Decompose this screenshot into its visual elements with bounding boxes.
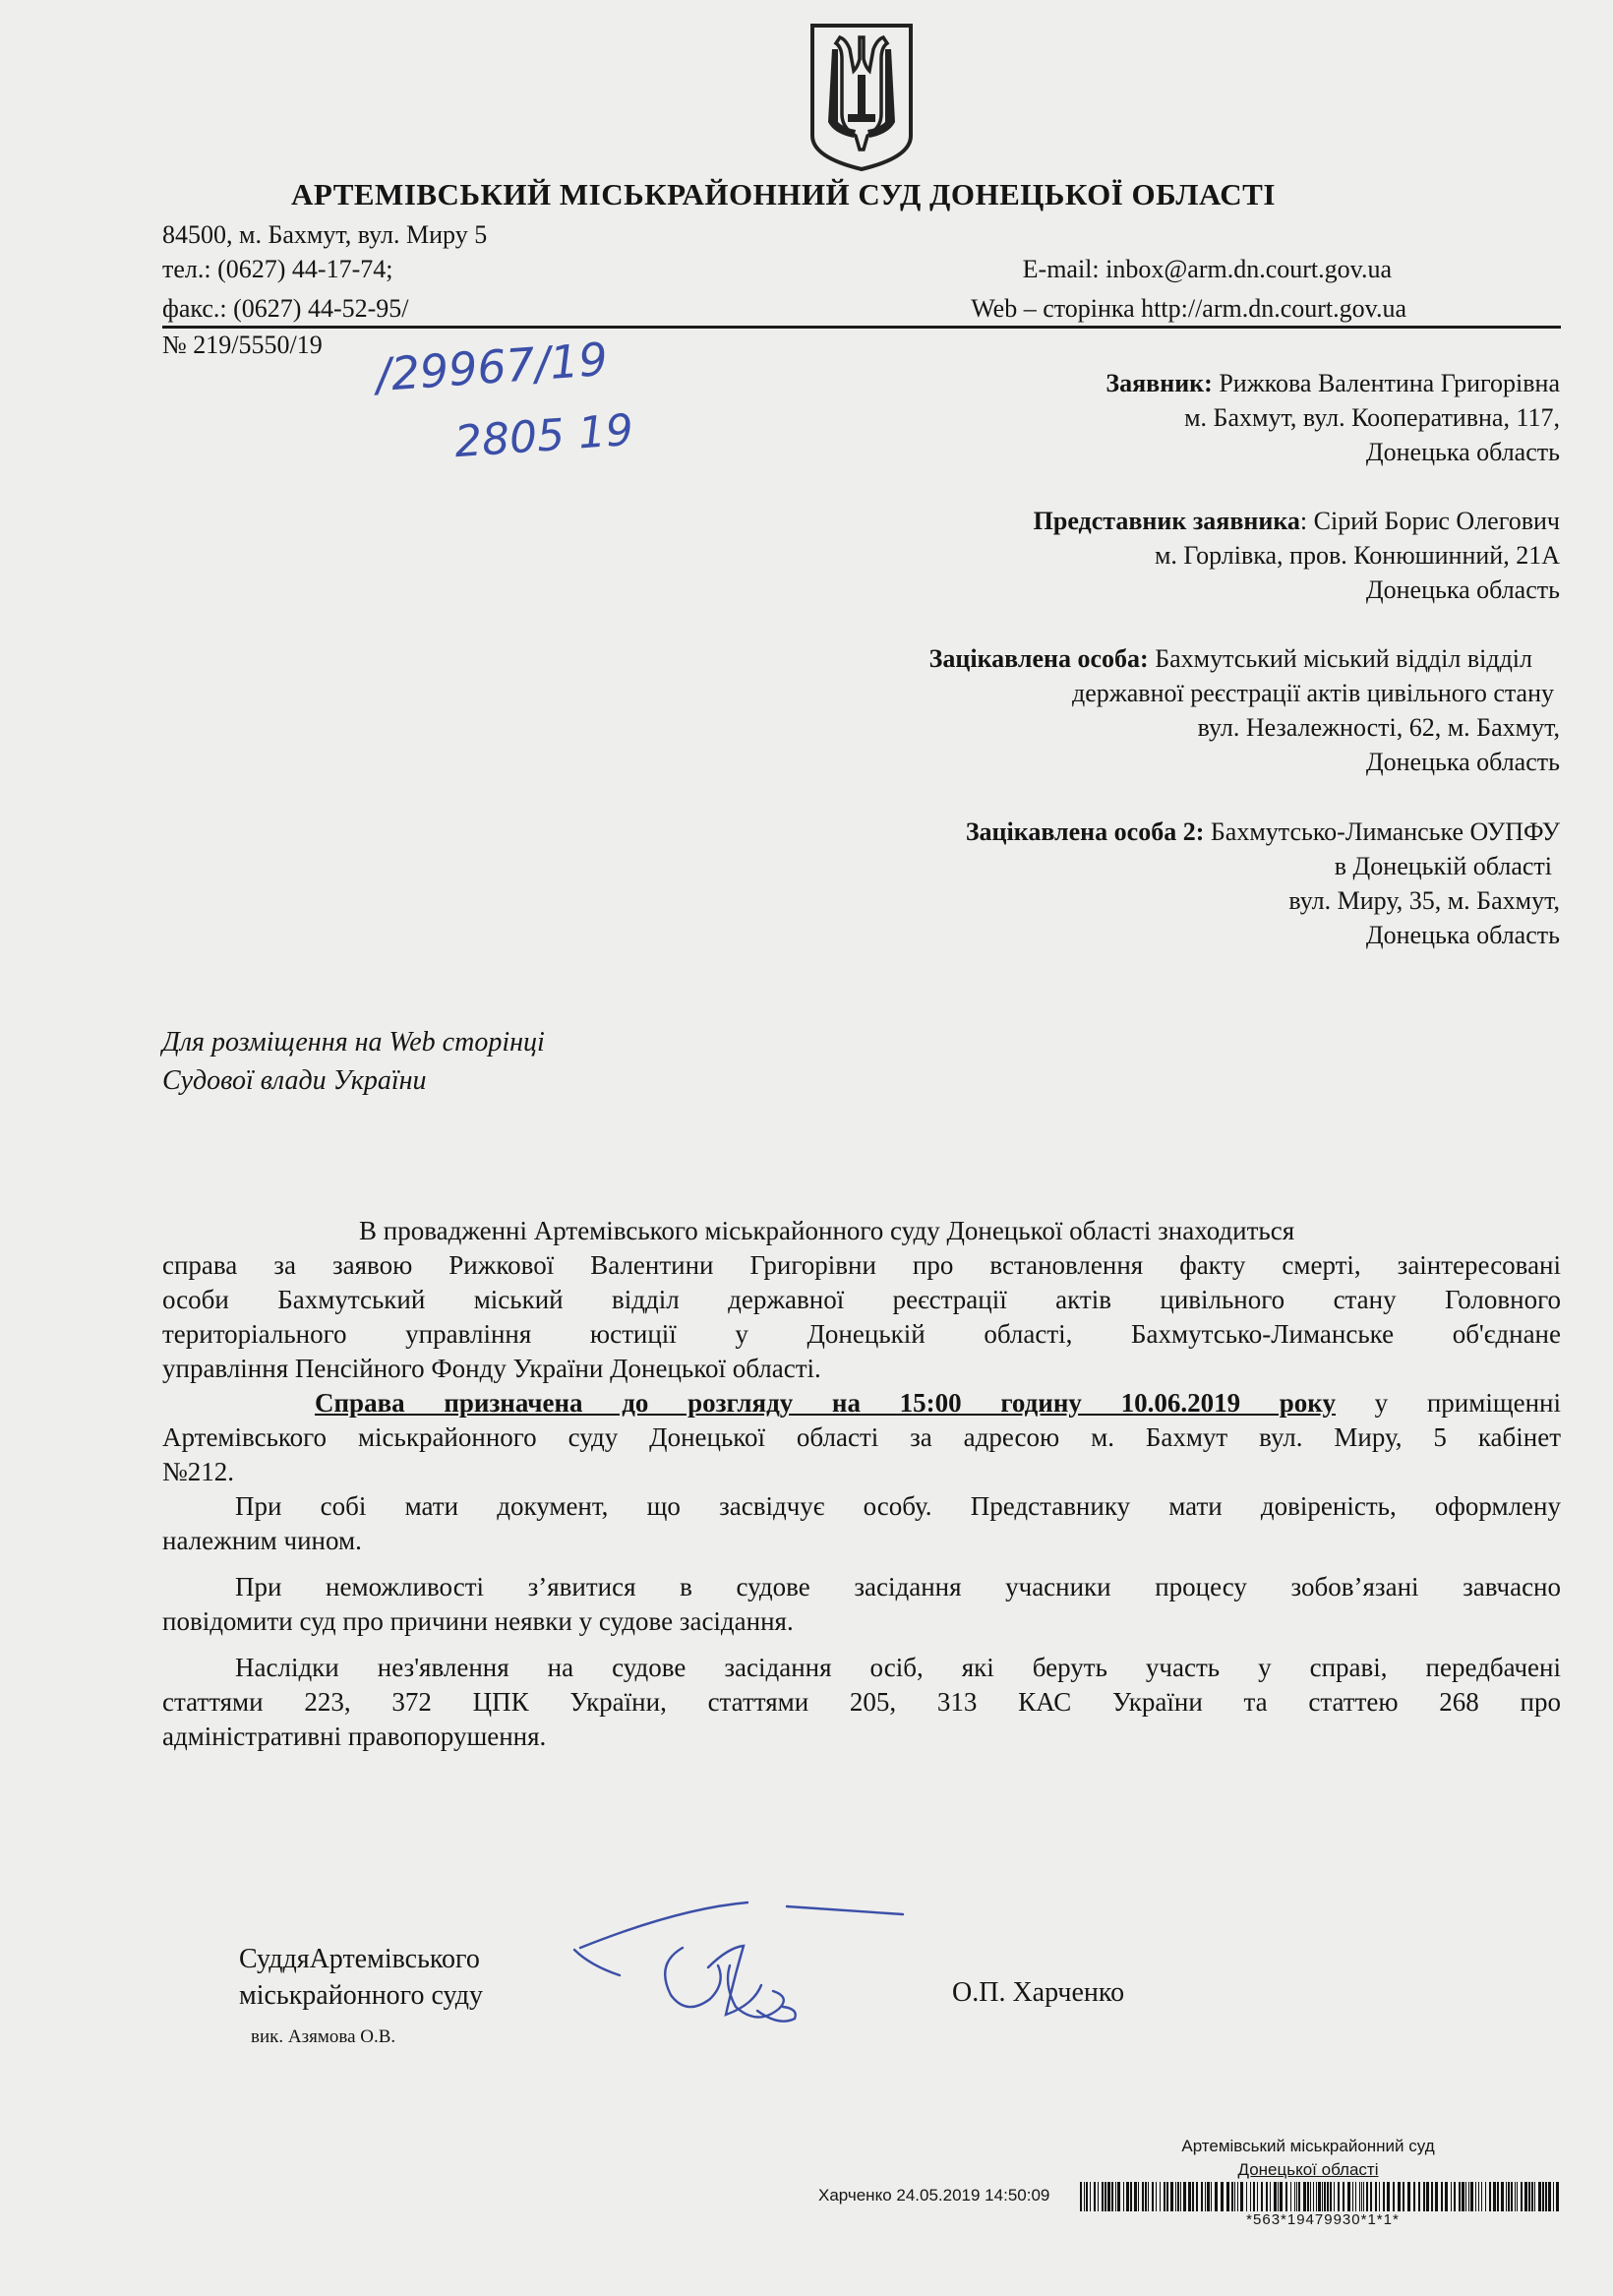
header-divider (162, 326, 1561, 329)
body-p1-line1: В провадженні Артемівського міськрайонного суду Донецької області знаходиться (359, 1216, 1295, 1245)
court-web: Web – сторінка http://arm.dn.court.gov.ua (971, 294, 1406, 323)
body-p5-line3: адміністративні правопорушення. (162, 1722, 547, 1751)
court-fax: факс.: (0627) 44-52-95/ (162, 294, 409, 323)
court-name-heading: АРТЕМІВСЬКИЙ МІСЬКРАЙОННИЙ СУД ДОНЕЦЬКОЇ ОБЛАСТІ (291, 177, 1276, 211)
party-applicant (590, 366, 1560, 469)
party-applicant-name: Рижкова Валентина Григорівна (1219, 369, 1560, 397)
publication-note-line2: Судової влади України (162, 1065, 427, 1096)
stamp-court-line1: Артемівський міськрайонний суд (1181, 2137, 1435, 2155)
party-applicant-label: Заявник: (1105, 369, 1213, 397)
party-interested-2-label: Зацікавлена особа 2: (965, 817, 1205, 846)
case-reference-number: № 219/5550/19 (162, 331, 323, 359)
stamp-court-line2: Донецької області (1237, 2160, 1379, 2179)
party-representative-name: : Сірий Борис Олегович (1299, 507, 1560, 535)
judge-name: О.П. Харченко (952, 1977, 1125, 2008)
party-representative (590, 504, 1560, 607)
executor-note: вик. Азямова О.В. (251, 2026, 396, 2047)
party-interested-1-line1: Бахмутський міський відділ відділ (1155, 644, 1532, 673)
body-paragraph-2 (162, 1386, 1561, 1489)
stamp-signed-by: Харченко 24.05.2019 14:50:09 (818, 2186, 1050, 2205)
body-p3-line1: При собі мати документ, що засвідчує особу. Представнику мати довіреність, оформлену (235, 1491, 1561, 1521)
body-p5-line2: статтями 223, 372 ЦПК України, статтями 205, 313 КАС України та статтею 268 про (162, 1687, 1561, 1717)
publication-note (162, 1023, 545, 1100)
party-representative-region: Донецька область (1365, 575, 1560, 604)
publication-note-line1: Для розміщення на Web сторінці (162, 1027, 545, 1057)
party-interested-1-label: Зацікавлена особа: (928, 644, 1149, 673)
court-email: E-mail: inbox@arm.dn.court.gov.ua (1022, 255, 1392, 283)
body-p1-line4: територіального управління юстиції у Донецькій області, Бахмутсько-Лиманське об'єднане (162, 1319, 1561, 1349)
body-p2-line3: №212. (162, 1457, 235, 1486)
body-paragraph-3 (162, 1489, 1561, 1558)
body-paragraph-1 (162, 1214, 1561, 1386)
party-interested-2-line1: Бахмутсько-Лиманське ОУПФУ (1210, 817, 1560, 846)
party-interested-1-line3: вул. Незалежності, 62, м. Бахмут, (1197, 713, 1560, 742)
body-paragraph-5 (162, 1651, 1561, 1754)
party-interested-1-line4: Донецька область (1365, 748, 1560, 776)
party-interested-2-line2: в Донецькій області (1334, 852, 1552, 880)
party-interested-1 (590, 641, 1560, 779)
body-p1-line5: управління Пенсійного Фонду України Донецької області. (162, 1354, 821, 1383)
party-applicant-address: м. Бахмут, вул. Кооперативна, 117, (1184, 403, 1560, 432)
party-representative-label: Представник заявника (1033, 507, 1300, 535)
body-paragraph-4 (162, 1570, 1561, 1639)
judge-title-line2: міськрайонного суду (239, 1980, 484, 2011)
judge-title (239, 1941, 483, 2014)
body-p1-line3: особи Бахмутський міський відділ державної реєстрації актів цивільного стану Головного (162, 1285, 1561, 1314)
party-interested-2 (590, 815, 1560, 952)
party-interested-1-line2: державної реєстрації актів цивільного стану (1072, 679, 1554, 707)
barcode-text: *563*19479930*1*1* (1246, 2211, 1400, 2228)
coat-of-arms-emblem (805, 20, 919, 173)
body-p4-line2: повідомити суд про причини неявки у судове засідання. (162, 1606, 794, 1636)
handwritten-signature (561, 1889, 915, 2056)
handwritten-registration-number: /29967/19 (374, 332, 610, 402)
party-applicant-region: Донецька область (1365, 438, 1560, 466)
body-p1-line2: справа за заявою Рижкової Валентини Григорівни про встановлення факту смерті, заінтересовані (162, 1250, 1561, 1280)
judge-title-line1: СуддяАртемівського (239, 1944, 480, 1974)
notice-body (162, 1214, 1561, 1754)
barcode (1080, 2182, 1564, 2211)
party-representative-address: м. Горлівка, пров. Конюшинний, 21А (1154, 541, 1560, 570)
hearing-date-rest: у приміщенні (1335, 1388, 1561, 1418)
court-phone: тел.: (0627) 44-17-74; (162, 255, 393, 283)
party-interested-2-line3: вул. Миру, 35, м. Бахмут, (1288, 886, 1560, 915)
party-interested-2-line4: Донецька область (1365, 921, 1560, 949)
body-p2-line2: Артемівського міськрайонного суду Донецької області за адресою м. Бахмут вул. Миру, 5 кабінет (162, 1422, 1561, 1452)
body-p5-line1: Наслідки нез'явлення на судове засідання осіб, які беруть участь у справі, передбачені (235, 1653, 1561, 1682)
court-address: 84500, м. Бахмут, вул. Миру 5 (162, 220, 488, 249)
hearing-date-notice: Справа призначена до розгляду на 15:00 годину 10.06.2019 року (315, 1388, 1336, 1418)
handwritten-registration-date: 2805 19 (452, 404, 635, 468)
body-p3-line2: належним чином. (162, 1526, 362, 1555)
body-p4-line1: При неможливості з’явитися в судове засідання учасники процесу зобов’язані завчасно (235, 1572, 1561, 1601)
